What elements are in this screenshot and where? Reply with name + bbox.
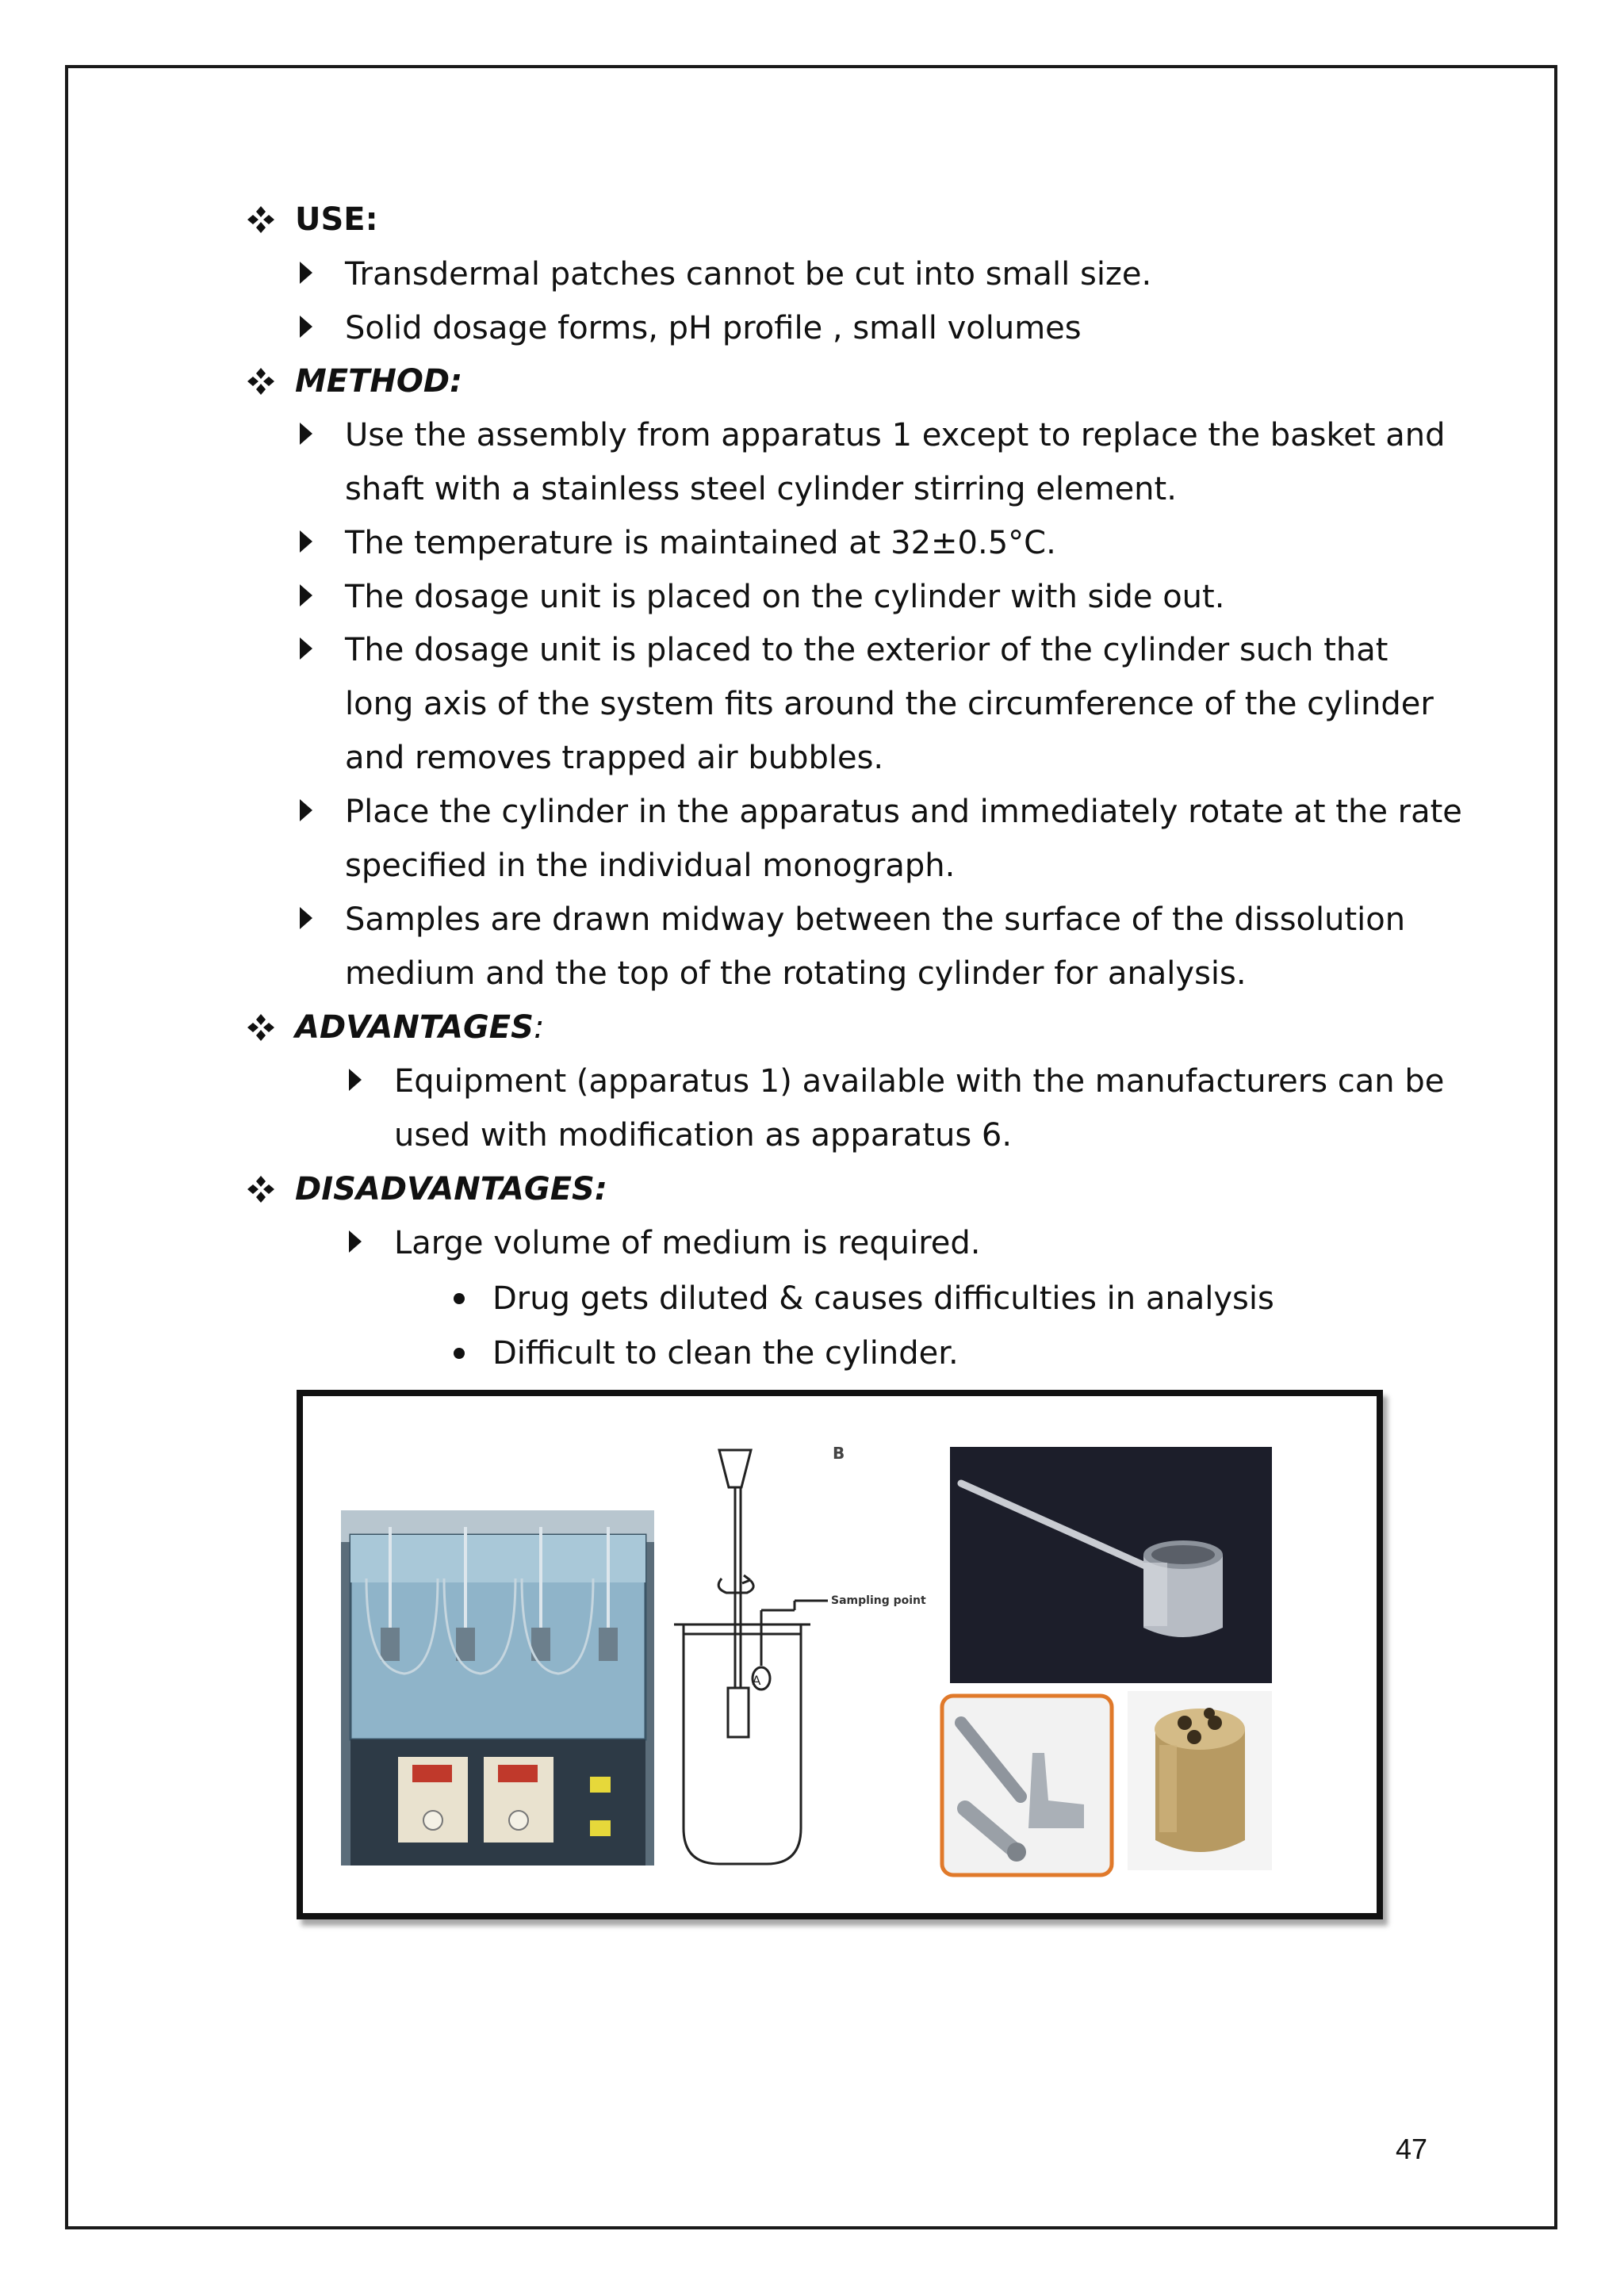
arrow-bullet-icon bbox=[300, 907, 312, 929]
arrow-bullet-icon bbox=[300, 316, 312, 338]
arrow-bullet-icon bbox=[300, 637, 312, 660]
diamond-bullet-icon bbox=[246, 1012, 276, 1043]
dissolution-apparatus-photo bbox=[341, 1510, 654, 1866]
method-item-4-line-2: long axis of the system fits around the circumference of the cylinder bbox=[345, 686, 1434, 722]
sampling-point-label: Sampling point bbox=[831, 1594, 926, 1607]
arrow-bullet-icon bbox=[300, 584, 312, 607]
diagram-label-a: A bbox=[752, 1673, 761, 1688]
figure-box bbox=[297, 1390, 1383, 1919]
method-heading: METHOD: bbox=[295, 363, 463, 400]
diagram-label-b: B bbox=[833, 1444, 845, 1463]
disadvantages-heading: DISADVANTAGES: bbox=[295, 1171, 607, 1207]
advantages-item-1-line-2: used with modification as apparatus 6. bbox=[394, 1117, 1013, 1154]
stirring-parts-photo bbox=[942, 1696, 1112, 1875]
arrow-bullet-icon bbox=[300, 423, 312, 445]
diamond-bullet-icon bbox=[246, 1174, 276, 1204]
advantages-heading: ADVANTAGES: bbox=[295, 1009, 545, 1046]
figure-illustrations bbox=[303, 1396, 1377, 1913]
arrow-bullet-icon bbox=[349, 1230, 362, 1253]
disadvantages-sub-item-1: Drug gets diluted & causes difficulties in analysis bbox=[492, 1280, 1274, 1317]
cylinder-element-photo bbox=[950, 1447, 1272, 1683]
method-item-6-line-2: medium and the top of the rotating cylinder for analysis. bbox=[345, 955, 1247, 992]
arrow-bullet-icon bbox=[300, 262, 312, 284]
method-item-2: The temperature is maintained at 32±0.5°C. bbox=[345, 525, 1056, 561]
disadvantages-item-1: Large volume of medium is required. bbox=[394, 1225, 981, 1261]
use-item-1: Transdermal patches cannot be cut into small size. bbox=[345, 256, 1152, 293]
disadvantages-sub-item-2: Difficult to clean the cylinder. bbox=[492, 1335, 959, 1372]
method-item-6-line-1: Samples are drawn midway between the surface of the dissolution bbox=[345, 901, 1406, 938]
use-item-2: Solid dosage forms, pH profile , small volumes bbox=[345, 310, 1082, 346]
use-heading: USE: bbox=[295, 201, 378, 238]
method-item-4-line-3: and removes trapped air bubbles. bbox=[345, 740, 884, 776]
advantages-item-1-line-1: Equipment (apparatus 1) available with the manufacturers can be bbox=[394, 1063, 1445, 1100]
method-item-5-line-2: specified in the individual monograph. bbox=[345, 848, 956, 884]
diamond-bullet-icon bbox=[246, 366, 276, 396]
method-item-1-line-1: Use the assembly from apparatus 1 except to replace the basket and bbox=[345, 417, 1446, 453]
apparatus-schematic-diagram bbox=[674, 1450, 828, 1864]
page-number: 47 bbox=[1396, 2133, 1428, 2165]
bullet-dot-icon bbox=[454, 1348, 465, 1359]
diamond-bullet-icon bbox=[246, 205, 276, 235]
method-item-4-line-1: The dosage unit is placed to the exterior of the cylinder such that bbox=[345, 632, 1388, 668]
method-item-5-line-1: Place the cylinder in the apparatus and immediately rotate at the rate bbox=[345, 794, 1462, 830]
arrow-bullet-icon bbox=[300, 799, 312, 821]
arrow-bullet-icon bbox=[349, 1069, 362, 1091]
brass-cylinder-photo bbox=[1128, 1691, 1272, 1870]
bullet-dot-icon bbox=[454, 1293, 465, 1304]
method-item-3: The dosage unit is placed on the cylinder with side out. bbox=[345, 579, 1225, 615]
arrow-bullet-icon bbox=[300, 530, 312, 553]
method-item-1-line-2: shaft with a stainless steel cylinder stirring element. bbox=[345, 471, 1177, 507]
